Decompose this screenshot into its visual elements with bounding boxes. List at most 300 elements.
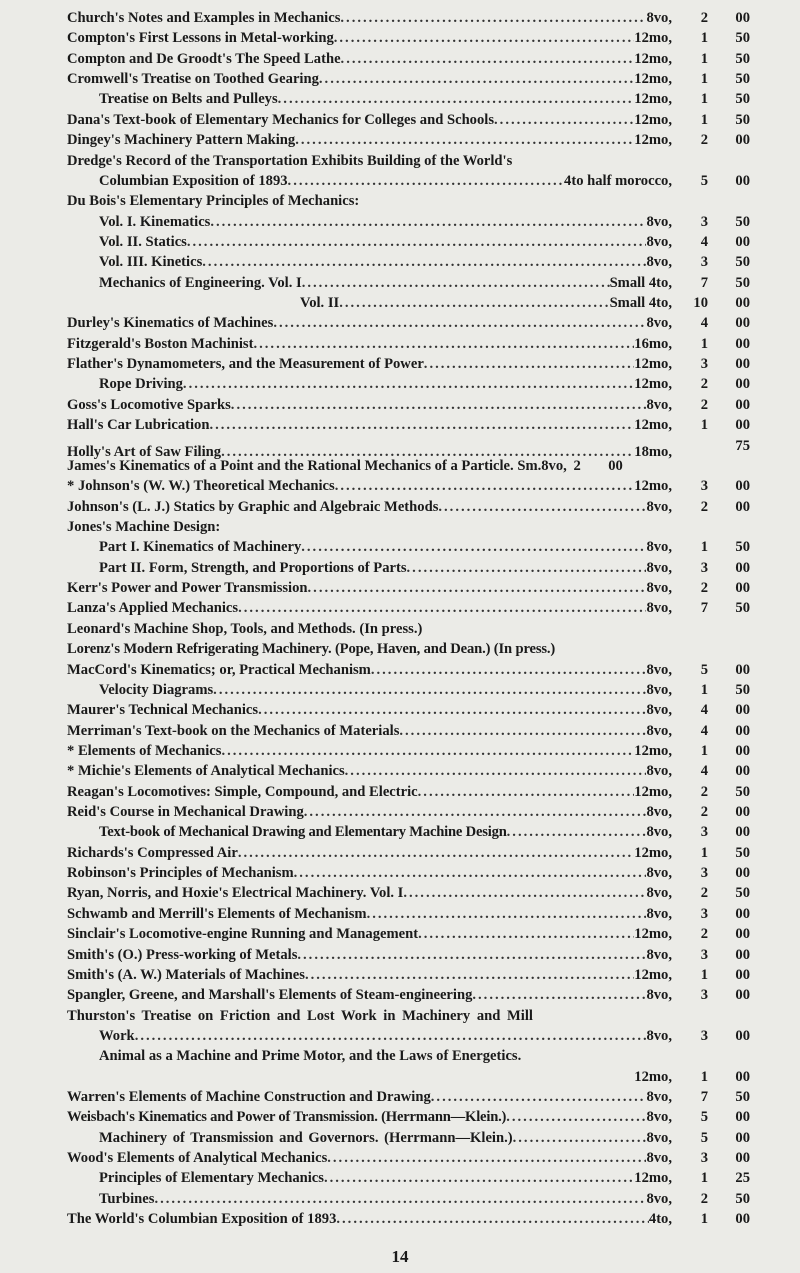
entry-title: Weisbach's Kinematics and Power of Transmission. (Herrmann—Klein.) <box>67 1109 507 1126</box>
price-cents: 50 <box>735 50 750 67</box>
entry-title: Ryan, Norris, and Hoxie's Electrical Machinery. Vol. I <box>67 885 404 902</box>
price-dollars: 3 <box>700 478 708 495</box>
leader-dots <box>472 985 646 1005</box>
leader-dots <box>210 212 646 232</box>
entry-format: 12mo, <box>634 356 672 373</box>
price-cents: 00 <box>735 356 750 373</box>
entry-format: 12mo, <box>634 50 672 67</box>
leader-dots <box>340 8 646 28</box>
entry-title: Rope Driving <box>99 376 183 393</box>
price-dollars: 3 <box>700 559 708 576</box>
list-item <box>67 69 750 89</box>
list-item <box>67 741 750 761</box>
leader-dots <box>438 497 646 517</box>
price-dollars: 3 <box>700 905 708 922</box>
entry-title: Warren's Elements of Machine Construction and Drawing <box>67 1089 431 1106</box>
price-cents: 00 <box>735 966 750 983</box>
entry-title: Maurer's Technical Mechanics <box>67 702 259 719</box>
list-item <box>67 904 750 924</box>
price-dollars: 4 <box>700 315 708 332</box>
list-item <box>67 1107 750 1127</box>
price-cents: 00 <box>735 661 750 678</box>
price-cents: 50 <box>735 213 750 230</box>
entry-title: * Elements of Mechanics <box>67 742 222 759</box>
price-dollars: 2 <box>700 132 708 149</box>
price-dollars: 4 <box>700 233 708 250</box>
leader-dots <box>341 49 635 69</box>
entry-title: Goss's Locomotive Sparks <box>67 396 231 413</box>
price-dollars: 1 <box>700 966 708 983</box>
leader-dots <box>324 1168 634 1188</box>
price-cents: 50 <box>735 30 750 47</box>
leader-dots <box>278 89 635 109</box>
list-item <box>67 130 750 150</box>
leader-dots <box>319 69 634 89</box>
entry-title: Machinery of Transmission and Governors. (Herrmann—Klein.) <box>99 1129 513 1146</box>
leader-dots <box>424 354 635 374</box>
leader-dots <box>336 1209 649 1229</box>
entry-title: Compton and De Groodt's The Speed Lathe <box>67 50 341 67</box>
price-cents: 00 <box>735 987 750 1004</box>
price-cents: 50 <box>735 71 750 88</box>
price-dollars: 2 <box>573 457 581 474</box>
entry-title: Jones's Machine Design: <box>67 518 221 535</box>
leader-dots <box>288 171 565 191</box>
leader-dots <box>295 130 634 150</box>
list-item <box>67 354 750 374</box>
entry-format: 8vo, <box>646 254 672 271</box>
price-cents: 00 <box>735 722 750 739</box>
price-cents: 00 <box>735 233 750 250</box>
entry-title: Du Bois's Elementary Principles of Mechanics: <box>67 193 360 210</box>
price-dollars: 3 <box>700 213 708 230</box>
entry-title: Church's Notes and Examples in Mechanics <box>67 10 341 26</box>
leader-dots <box>327 1148 646 1168</box>
entry-format: 8vo, <box>646 315 672 332</box>
price-dollars: 3 <box>700 824 708 841</box>
price-dollars: 1 <box>700 742 708 759</box>
leader-dots <box>273 313 646 333</box>
price-dollars: 5 <box>700 172 708 189</box>
list-item <box>67 476 750 496</box>
leader-dots <box>403 883 646 903</box>
entry-title: James's Kinematics of a Point and the Rational Mechanics of a Particle. Sm.8vo, <box>67 457 567 474</box>
leader-dots <box>418 782 635 802</box>
price-cents: 50 <box>735 539 750 556</box>
price-cents: 50 <box>735 681 750 698</box>
price-dollars: 2 <box>700 376 708 393</box>
entry-format: 8vo, <box>646 1190 672 1207</box>
price-dollars: 7 <box>700 1089 708 1106</box>
list-item <box>67 1148 750 1168</box>
price-dollars: 1 <box>700 50 708 67</box>
entry-format: 16mo, <box>634 335 672 352</box>
price-dollars: 1 <box>700 539 708 556</box>
price-dollars: 1 <box>700 681 708 698</box>
entry-format: 8vo, <box>646 681 672 698</box>
list-item <box>67 537 750 557</box>
list-item <box>67 782 750 802</box>
price-cents: 50 <box>735 885 750 902</box>
leader-dots <box>308 578 647 598</box>
entry-title: Compton's First Lessons in Metal-working <box>67 30 334 47</box>
list-item <box>67 578 750 598</box>
entry-title: Flather's Dynamometers, and the Measurement of Power <box>67 356 424 373</box>
leader-dots <box>345 761 647 781</box>
price-dollars: 3 <box>700 254 708 271</box>
entry-format: 12mo, <box>634 1068 672 1085</box>
price-cents: 75 <box>735 437 750 454</box>
list-item <box>67 436 750 460</box>
leader-dots <box>494 110 634 130</box>
entry-format: 12mo, <box>634 1170 672 1187</box>
price-cents: 00 <box>735 926 750 943</box>
entry-format: Small 4to, <box>609 274 672 291</box>
leader-dots <box>301 537 646 557</box>
entry-title: Robinson's Principles of Mechanism <box>67 865 294 882</box>
price-cents: 00 <box>608 457 623 474</box>
list-item <box>67 1209 750 1229</box>
price-cents: 00 <box>735 946 750 963</box>
entry-format: 8vo, <box>646 1150 672 1167</box>
list-item <box>67 232 750 252</box>
entry-title: Dana's Text-book of Elementary Mechanics for Colleges and Schools <box>67 111 495 128</box>
list-item <box>67 273 750 293</box>
list-item <box>67 660 750 680</box>
entry-title: Fitzgerald's Boston Machinist <box>67 335 254 352</box>
price-cents: 00 <box>735 478 750 495</box>
price-dollars: 2 <box>700 580 708 597</box>
leader-dots <box>154 1189 646 1209</box>
list-item <box>67 863 750 883</box>
price-dollars: 4 <box>700 722 708 739</box>
list-item-heading <box>67 151 750 171</box>
entry-title: MacCord's Kinematics; or, Practical Mechanism <box>67 661 371 678</box>
leader-dots <box>371 660 647 680</box>
leader-dots <box>253 334 634 354</box>
entry-title: Animal as a Machine and Prime Motor, and the Laws of Energetics. <box>99 1048 522 1065</box>
price-cents: 00 <box>735 295 750 312</box>
list-item <box>67 334 750 354</box>
entry-format: 8vo, <box>646 824 672 841</box>
price-cents: 00 <box>735 1211 750 1228</box>
entry-title: Schwamb and Merrill's Elements of Mechanism <box>67 905 367 922</box>
entry-format: 12mo, <box>634 417 672 434</box>
catalog-page <box>67 8 750 1230</box>
price-dollars: 5 <box>700 1129 708 1146</box>
leader-dots <box>302 273 610 293</box>
entry-title: Leonard's Machine Shop, Tools, and Methods. (In press.) <box>67 620 423 637</box>
price-dollars: 1 <box>700 91 708 108</box>
entry-title: * Johnson's (W. W.) Theoretical Mechanics <box>67 478 335 495</box>
price-cents: 50 <box>735 111 750 128</box>
entry-format: 8vo, <box>646 722 672 739</box>
list-item <box>67 1067 750 1087</box>
price-cents: 00 <box>735 172 750 189</box>
list-item <box>67 293 750 313</box>
entry-format: 8vo, <box>646 539 672 556</box>
leader-dots <box>506 1107 646 1127</box>
price-cents: 00 <box>735 1068 750 1085</box>
list-item <box>67 802 750 822</box>
leader-dots <box>339 293 609 313</box>
entry-title: Vol. III. Kinetics <box>99 254 203 271</box>
entry-title: Lanza's Applied Mechanics <box>67 600 239 617</box>
leader-dots <box>513 1128 647 1148</box>
entry-format: 12mo, <box>634 966 672 983</box>
list-item <box>67 252 750 272</box>
entry-title: Smith's (A. W.) Materials of Machines <box>67 966 305 983</box>
list-item-heading <box>67 191 750 211</box>
entry-format: 12mo, <box>634 844 672 861</box>
entry-format: 8vo, <box>646 865 672 882</box>
price-dollars: 3 <box>700 987 708 1004</box>
price-cents: 00 <box>735 1027 750 1044</box>
leader-dots <box>238 598 646 618</box>
list-item <box>67 1168 750 1188</box>
price-cents: 50 <box>735 1190 750 1207</box>
price-dollars: 2 <box>700 885 708 902</box>
entry-title: * Michie's Elements of Analytical Mechanics <box>67 763 345 780</box>
entry-title: Sinclair's Locomotive-engine Running and Management <box>67 926 419 943</box>
list-item <box>67 700 750 720</box>
list-item <box>67 924 750 944</box>
entry-format: 8vo, <box>646 885 672 902</box>
price-dollars: 1 <box>700 30 708 47</box>
list-item <box>67 1128 750 1148</box>
entry-title: Hall's Car Lubrication <box>67 417 210 434</box>
price-cents: 00 <box>735 417 750 434</box>
leader-dots <box>507 822 647 842</box>
price-dollars: 2 <box>700 783 708 800</box>
list-item <box>67 28 750 48</box>
entry-title: Vol. I. Kinematics <box>99 213 211 230</box>
price-dollars <box>678 436 708 456</box>
entry-format: 8vo, <box>646 559 672 576</box>
leader-dots <box>335 476 635 496</box>
entry-title: Smith's (O.) Press-working of Metals <box>67 946 298 963</box>
price-cents: 50 <box>735 274 750 291</box>
entry-format: 8vo, <box>646 702 672 719</box>
entry-format: 8vo, <box>646 1129 672 1146</box>
entry-format: 8vo, <box>646 1027 672 1044</box>
leader-dots <box>231 395 647 415</box>
price-cents: 50 <box>735 600 750 617</box>
entry-title: Merriman's Text-book on the Mechanics of Materials <box>67 722 400 739</box>
price-cents: 00 <box>735 1129 750 1146</box>
price-dollars: 1 <box>700 1211 708 1228</box>
entry-title: Text-book of Mechanical Drawing and Elementary Machine Design <box>99 824 507 841</box>
entry-format: 4to half morocco, <box>564 172 672 189</box>
price-cents: 00 <box>735 376 750 393</box>
entry-title: Dingey's Machinery Pattern Making <box>67 132 296 149</box>
entry-format: 8vo, <box>646 600 672 617</box>
entry-format: 8vo, <box>646 213 672 230</box>
leader-dots <box>183 374 634 394</box>
price-cents: 00 <box>735 315 750 332</box>
price-dollars: 1 <box>700 1170 708 1187</box>
price-dollars: 3 <box>700 1027 708 1044</box>
price-cents: 50 <box>735 844 750 861</box>
leader-dots <box>418 924 634 944</box>
leader-dots <box>367 904 647 924</box>
price-dollars: 2 <box>700 926 708 943</box>
price-dollars: 1 <box>700 71 708 88</box>
price-cents: 00 <box>735 763 750 780</box>
leader-dots <box>407 558 647 578</box>
entry-title: Thurston's Treatise on Friction and Lost Work in Machinery and Mill <box>67 1007 533 1024</box>
entry-title: Holly's Art of Saw Filing <box>67 443 222 460</box>
entry-title: Turbines <box>99 1190 155 1207</box>
price-cents: 00 <box>735 824 750 841</box>
entry-title: Principles of Elementary Mechanics <box>99 1170 324 1187</box>
list-item-heading <box>67 1046 750 1066</box>
list-item <box>67 945 750 965</box>
price-cents: 00 <box>735 132 750 149</box>
list-item <box>67 619 750 639</box>
entry-format: 12mo, <box>634 91 672 108</box>
entry-title: Part I. Kinematics of Machinery <box>99 539 302 556</box>
price-dollars: 3 <box>700 356 708 373</box>
price-cents: 00 <box>735 804 750 821</box>
price-cents: 00 <box>735 335 750 352</box>
leader-dots <box>238 843 634 863</box>
leader-dots <box>213 680 646 700</box>
list-item <box>67 395 750 415</box>
leader-dots <box>399 721 646 741</box>
price-dollars: 7 <box>700 274 708 291</box>
price-dollars: 2 <box>700 1190 708 1207</box>
entry-title: Vol. II. Statics <box>99 233 187 250</box>
price-dollars: 1 <box>700 417 708 434</box>
entry-title: The World's Columbian Exposition of 1893 <box>67 1211 337 1228</box>
entry-title: Reid's Course in Mechanical Drawing <box>67 804 304 821</box>
price-dollars: 1 <box>700 335 708 352</box>
price-dollars: 7 <box>700 600 708 617</box>
list-item <box>67 639 750 659</box>
entry-format: 8vo, <box>646 498 672 515</box>
leader-dots <box>297 945 646 965</box>
entry-title: Dredge's Record of the Transportation Exhibits Building of the World's <box>67 152 513 169</box>
price-dollars: 2 <box>700 396 708 413</box>
list-item <box>67 171 750 191</box>
list-item <box>67 49 750 69</box>
entry-format: 8vo, <box>646 1089 672 1106</box>
list-item <box>67 374 750 394</box>
entry-format: 8vo, <box>646 905 672 922</box>
entry-title: Reagan's Locomotives: Simple, Compound, and Electric <box>67 783 418 800</box>
price-cents: 00 <box>735 905 750 922</box>
list-item <box>67 1087 750 1107</box>
entry-format: 8vo, <box>646 1109 672 1126</box>
list-item <box>67 89 750 109</box>
entry-title: Mechanics of Engineering. Vol. I <box>99 274 302 291</box>
price-dollars: 1 <box>700 844 708 861</box>
price-cents: 00 <box>735 742 750 759</box>
price-cents: 00 <box>735 559 750 576</box>
entry-format: Small 4to, <box>609 295 672 312</box>
leader-dots <box>202 252 646 272</box>
price-dollars: 2 <box>700 10 708 26</box>
page-number: 14 <box>391 1247 409 1266</box>
leader-dots <box>294 863 647 883</box>
entry-format: 12mo, <box>634 783 672 800</box>
price-cents: 25 <box>735 1170 750 1187</box>
list-item <box>67 822 750 842</box>
entry-title: Velocity Diagrams <box>99 681 214 698</box>
price-cents: 00 <box>735 1109 750 1126</box>
leader-dots <box>258 700 646 720</box>
price-dollars: 10 <box>693 295 708 312</box>
list-item <box>67 212 750 232</box>
price-cents: 50 <box>735 91 750 108</box>
entry-format: 8vo, <box>646 10 672 26</box>
price-cents: 50 <box>735 254 750 271</box>
list-item <box>67 8 750 28</box>
list-item-heading <box>67 1006 750 1026</box>
price-dollars: 4 <box>700 763 708 780</box>
price-cents: 50 <box>735 783 750 800</box>
entry-format: 12mo, <box>634 742 672 759</box>
price-cents: 00 <box>735 865 750 882</box>
list-item <box>67 883 750 903</box>
entry-title: Vol. II <box>300 295 340 312</box>
price-dollars: 2 <box>700 498 708 515</box>
entry-format: 12mo, <box>634 478 672 495</box>
price-dollars: 2 <box>700 804 708 821</box>
entry-title: Cromwell's Treatise on Toothed Gearing <box>67 71 319 88</box>
leader-dots <box>304 802 647 822</box>
price-dollars: 3 <box>700 865 708 882</box>
entry-format: 8vo, <box>646 661 672 678</box>
entry-format: 12mo, <box>634 111 672 128</box>
entry-title: Johnson's (L. J.) Statics by Graphic and Algebraic Methods <box>67 498 439 515</box>
entry-format: 12mo, <box>634 132 672 149</box>
leader-dots <box>209 415 634 435</box>
entry-format: 12mo, <box>634 71 672 88</box>
entry-format: 8vo, <box>646 763 672 780</box>
entry-title: Kerr's Power and Power Transmission <box>67 580 308 597</box>
price-dollars: 1 <box>700 1068 708 1085</box>
entry-format: 4to, <box>648 1211 672 1228</box>
price-dollars: 3 <box>700 946 708 963</box>
list-item <box>67 761 750 781</box>
price-dollars: 4 <box>700 702 708 719</box>
entry-title: Treatise on Belts and Pulleys <box>99 91 278 108</box>
leader-dots <box>334 28 635 48</box>
list-item <box>67 985 750 1005</box>
leader-dots <box>135 1026 647 1046</box>
leader-dots <box>221 741 634 761</box>
price-cents: 50 <box>735 1089 750 1106</box>
entry-format: 8vo, <box>646 580 672 597</box>
entry-title: Spangler, Greene, and Marshall's Elements of Steam-engineering <box>67 987 473 1004</box>
entry-format: 8vo, <box>646 946 672 963</box>
price-cents: 00 <box>735 1150 750 1167</box>
leader-dots <box>187 232 647 252</box>
list-item-heading <box>67 517 750 537</box>
list-item <box>67 497 750 517</box>
price-dollars: 1 <box>700 111 708 128</box>
list-item <box>67 313 750 333</box>
price-dollars: 3 <box>700 1150 708 1167</box>
entry-format: 18mo, <box>634 443 672 460</box>
entry-title: Lorenz's Modern Refrigerating Machinery. (Pope, Haven, and Dean.) (In press.) <box>67 641 556 658</box>
entry-format: 12mo, <box>634 926 672 943</box>
list-item <box>67 598 750 618</box>
price-cents: 00 <box>735 702 750 719</box>
list-item <box>67 558 750 578</box>
